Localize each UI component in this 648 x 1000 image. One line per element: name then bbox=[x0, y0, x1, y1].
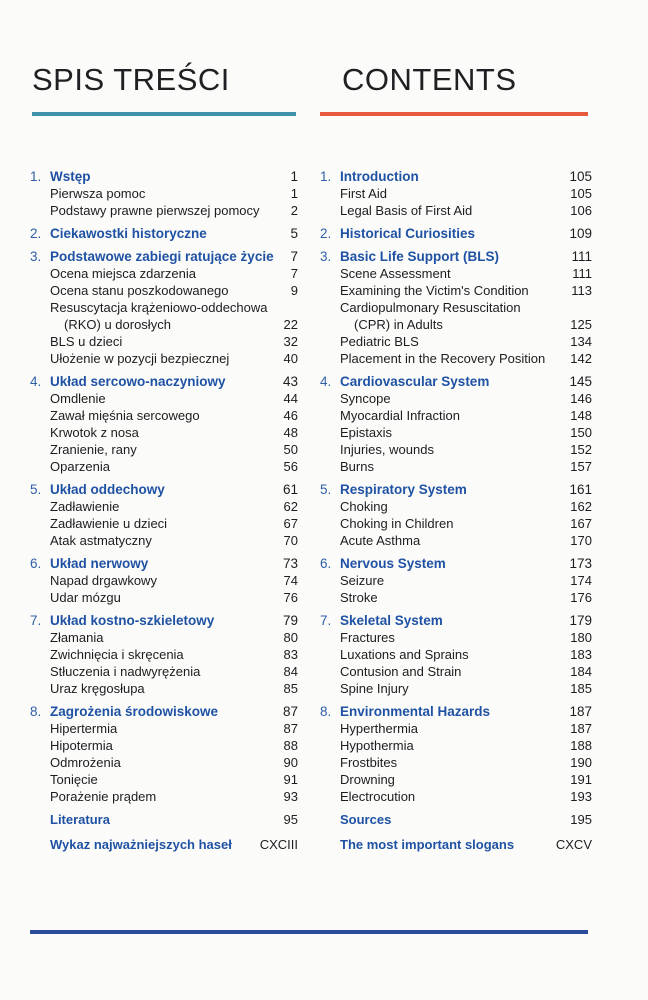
bottom-rule bbox=[30, 930, 588, 934]
section-number: 4. bbox=[30, 374, 42, 389]
page-number: 174 bbox=[570, 573, 592, 588]
page-number: 170 bbox=[570, 533, 592, 548]
entry-title: Układ nerwowy bbox=[50, 556, 149, 571]
toc-entry bbox=[320, 589, 592, 606]
toc-entry bbox=[30, 498, 306, 515]
toc-entry bbox=[30, 202, 306, 219]
entry-title: First Aid bbox=[340, 186, 387, 201]
toc-entry bbox=[320, 663, 592, 680]
section-number: 3. bbox=[320, 249, 332, 264]
section-number: 8. bbox=[320, 704, 332, 719]
page-number: 62 bbox=[283, 499, 298, 514]
page-number: 125 bbox=[570, 317, 592, 332]
toc-entry bbox=[320, 720, 592, 737]
entry-title: BLS u dzieci bbox=[50, 334, 123, 349]
entry-title: Placement in the Recovery Position bbox=[340, 351, 546, 366]
page-number: 1 bbox=[290, 169, 298, 184]
toc-entry bbox=[30, 265, 306, 282]
entry-title: Scene Assessment bbox=[340, 266, 451, 281]
page-number: 85 bbox=[283, 681, 298, 696]
entry-title: (CPR) in Adults bbox=[354, 317, 443, 332]
page-number: 148 bbox=[570, 408, 592, 423]
page-number: 70 bbox=[283, 533, 298, 548]
page-number: 80 bbox=[283, 630, 298, 645]
page-number: 113 bbox=[571, 283, 592, 298]
toc-section bbox=[320, 225, 592, 242]
entry-title: The most important slogans bbox=[340, 837, 515, 852]
toc-section bbox=[320, 168, 592, 185]
toc-entry bbox=[320, 424, 592, 441]
toc-back-matter bbox=[30, 836, 306, 853]
section-number: 1. bbox=[30, 169, 42, 184]
toc-entry bbox=[320, 458, 592, 475]
page-number: CXCV bbox=[555, 837, 592, 852]
entry-title: Nervous System bbox=[340, 556, 446, 571]
page-number: 162 bbox=[570, 499, 592, 514]
entry-title: Choking in Children bbox=[340, 516, 454, 531]
page-number: 180 bbox=[570, 630, 592, 645]
page-number: 152 bbox=[570, 442, 592, 457]
entry-title: (RKO) u dorosłych bbox=[64, 317, 171, 332]
page-number: 87 bbox=[283, 721, 298, 736]
page-number: 83 bbox=[283, 647, 298, 662]
entry-title: Frostbites bbox=[340, 755, 398, 770]
column-title: SPIS TREŚCI bbox=[32, 62, 230, 97]
entry-title: Hipertermia bbox=[50, 721, 118, 736]
entry-title: Sources bbox=[340, 812, 392, 827]
toc-entry bbox=[320, 737, 592, 754]
entry-title: Respiratory System bbox=[340, 482, 467, 497]
section-number: 1. bbox=[320, 169, 332, 184]
toc-entry bbox=[320, 350, 592, 367]
toc-section bbox=[30, 703, 306, 720]
entry-title: Resuscytacja krążeniowo-oddechowa bbox=[50, 300, 268, 315]
page-number: 109 bbox=[569, 226, 592, 241]
page-number: 84 bbox=[283, 664, 298, 679]
entry-title: Zadławienie bbox=[50, 499, 120, 514]
toc-list bbox=[30, 162, 306, 853]
toc-section bbox=[30, 248, 306, 265]
toc-section bbox=[320, 481, 592, 498]
toc-entry bbox=[30, 589, 306, 606]
entry-title: Udar mózgu bbox=[50, 590, 121, 605]
page-number: 146 bbox=[570, 391, 592, 406]
page-number: 190 bbox=[570, 755, 592, 770]
toc-entry bbox=[30, 407, 306, 424]
entry-title: Stroke bbox=[340, 590, 378, 605]
page-number: 67 bbox=[283, 516, 298, 531]
entry-title: Ocena stanu poszkodowanego bbox=[50, 283, 229, 298]
entry-title: Zranienie, rany bbox=[50, 442, 137, 457]
entry-title: Podstawy prawne pierwszej pomocy bbox=[50, 203, 260, 218]
toc-entry bbox=[320, 788, 592, 805]
entry-title: Fractures bbox=[340, 630, 395, 645]
page-number: 40 bbox=[283, 351, 298, 366]
toc-entry bbox=[30, 788, 306, 805]
page-number: 32 bbox=[283, 334, 298, 349]
toc-entry bbox=[320, 282, 592, 299]
entry-title: Historical Curiosities bbox=[340, 226, 476, 241]
entry-title: Examining the Victim's Condition bbox=[340, 283, 529, 298]
toc-entry bbox=[320, 333, 592, 350]
toc-entry bbox=[320, 754, 592, 771]
entry-title: Hypothermia bbox=[340, 738, 414, 753]
entry-title: Układ kostno-szkieletowy bbox=[50, 613, 215, 628]
entry-title: Burns bbox=[340, 459, 374, 474]
toc-section bbox=[30, 612, 306, 629]
toc-entry bbox=[30, 646, 306, 663]
entry-title: Stłuczenia i nadwyrężenia bbox=[50, 664, 201, 679]
page-number: 179 bbox=[569, 613, 592, 628]
entry-title: Zawał mięśnia sercowego bbox=[50, 408, 200, 423]
toc-entry bbox=[30, 333, 306, 350]
entry-title: Injuries, wounds bbox=[340, 442, 434, 457]
entry-title: Pediatric BLS bbox=[340, 334, 419, 349]
toc-back-matter bbox=[320, 811, 592, 828]
entry-title: Hyperthermia bbox=[340, 721, 419, 736]
page-number: 79 bbox=[282, 613, 298, 628]
toc-entry bbox=[30, 424, 306, 441]
section-number: 7. bbox=[30, 613, 42, 628]
entry-title: Porażenie prądem bbox=[50, 789, 157, 804]
toc-entry bbox=[30, 282, 306, 299]
page-number: 61 bbox=[282, 482, 298, 497]
page-number: 90 bbox=[283, 755, 298, 770]
toc-entry bbox=[30, 737, 306, 754]
toc-entry bbox=[320, 299, 592, 316]
page-number: 187 bbox=[570, 721, 592, 736]
page-number: 44 bbox=[283, 391, 298, 406]
page-number: 87 bbox=[282, 704, 298, 719]
page-number: 105 bbox=[570, 186, 592, 201]
page-number: 88 bbox=[283, 738, 298, 753]
toc-entry bbox=[320, 532, 592, 549]
entry-title: Oparzenia bbox=[50, 459, 110, 474]
toc-entry bbox=[320, 646, 592, 663]
entry-title: Acute Asthma bbox=[340, 533, 421, 548]
entry-title: Syncope bbox=[340, 391, 391, 406]
page-number: 167 bbox=[570, 516, 592, 531]
page-number: 161 bbox=[569, 482, 592, 497]
section-number: 5. bbox=[30, 482, 42, 497]
page-number: 22 bbox=[283, 317, 298, 332]
page-number: 48 bbox=[283, 425, 298, 440]
page-number: 93 bbox=[283, 789, 298, 804]
page-number: 9 bbox=[290, 283, 298, 298]
toc-entry bbox=[30, 316, 306, 333]
entry-title: Myocardial Infraction bbox=[340, 408, 460, 423]
entry-title: Krwotok z nosa bbox=[50, 425, 139, 440]
entry-title: Ocena miejsca zdarzenia bbox=[50, 266, 196, 281]
page-number: 173 bbox=[569, 556, 592, 571]
toc-entry bbox=[30, 663, 306, 680]
page-number: 187 bbox=[569, 704, 592, 719]
toc-section bbox=[30, 555, 306, 572]
page-number: 145 bbox=[569, 374, 592, 389]
toc-entry bbox=[30, 680, 306, 697]
page-number: 150 bbox=[570, 425, 592, 440]
page-number: 184 bbox=[570, 664, 592, 679]
toc-section bbox=[320, 373, 592, 390]
page-number: 73 bbox=[282, 556, 298, 571]
title-underline bbox=[320, 112, 588, 116]
toc-entry bbox=[30, 299, 306, 316]
entry-title: Zadławienie u dzieci bbox=[50, 516, 168, 531]
entry-title: Ułożenie w pozycji bezpiecznej bbox=[50, 351, 230, 366]
toc-entry bbox=[30, 572, 306, 589]
page-number: 157 bbox=[570, 459, 592, 474]
entry-title: Luxations and Sprains bbox=[340, 647, 469, 662]
page-number: 91 bbox=[283, 772, 298, 787]
toc-entry bbox=[30, 720, 306, 737]
entry-title: Electrocution bbox=[340, 789, 416, 804]
toc-entry bbox=[30, 515, 306, 532]
page-number: 74 bbox=[283, 573, 298, 588]
toc-section bbox=[30, 168, 306, 185]
toc-entry bbox=[30, 458, 306, 475]
toc-entry bbox=[30, 185, 306, 202]
page-number: 5 bbox=[290, 226, 298, 241]
entry-title: Environmental Hazards bbox=[340, 704, 491, 719]
toc-entry bbox=[320, 629, 592, 646]
entry-title: Ciekawostki historyczne bbox=[50, 226, 207, 241]
entry-title: Omdlenie bbox=[50, 391, 106, 406]
toc-entry bbox=[320, 680, 592, 697]
entry-title: Literatura bbox=[50, 812, 110, 827]
toc-entry bbox=[320, 202, 592, 219]
toc-entry bbox=[320, 441, 592, 458]
toc-section bbox=[320, 555, 592, 572]
toc-entry bbox=[320, 515, 592, 532]
title-underline bbox=[32, 112, 296, 116]
entry-title: Pierwsza pomoc bbox=[50, 186, 146, 201]
section-number: 8. bbox=[30, 704, 42, 719]
page-number: 105 bbox=[569, 169, 592, 184]
entry-title: Seizure bbox=[340, 573, 385, 588]
entry-title: Układ oddechowy bbox=[50, 482, 165, 497]
toc-entry bbox=[30, 390, 306, 407]
section-number: 5. bbox=[320, 482, 332, 497]
entry-title: Wstęp bbox=[50, 169, 91, 184]
page-number: 111 bbox=[572, 266, 592, 281]
page-number: 111 bbox=[571, 249, 592, 264]
entry-title: Zwichnięcia i skręcenia bbox=[50, 647, 184, 662]
toc-entry bbox=[30, 532, 306, 549]
toc-entry bbox=[320, 771, 592, 788]
toc-section bbox=[30, 373, 306, 390]
toc-entry bbox=[30, 629, 306, 646]
entry-title: Wykaz najważniejszych haseł bbox=[50, 837, 232, 852]
page-number: 50 bbox=[283, 442, 298, 457]
entry-title: Basic Life Support (BLS) bbox=[340, 249, 500, 264]
page-number: 193 bbox=[570, 789, 592, 804]
page-number: 195 bbox=[570, 812, 592, 827]
toc-section bbox=[320, 703, 592, 720]
page-number: 43 bbox=[282, 374, 298, 389]
entry-title: Drowning bbox=[340, 772, 395, 787]
page-number: 76 bbox=[283, 590, 298, 605]
page-number: 188 bbox=[570, 738, 592, 753]
page-number: 191 bbox=[570, 772, 592, 787]
page-number: 2 bbox=[290, 203, 298, 218]
toc-entry bbox=[320, 407, 592, 424]
section-number: 7. bbox=[320, 613, 332, 628]
entry-title: Legal Basis of First Aid bbox=[340, 203, 473, 218]
section-number: 4. bbox=[320, 374, 332, 389]
page-number: 185 bbox=[570, 681, 592, 696]
section-number: 3. bbox=[30, 249, 42, 264]
page-number: 7 bbox=[290, 266, 298, 281]
toc-back-matter bbox=[320, 836, 592, 853]
toc-entry bbox=[320, 265, 592, 282]
toc-entry bbox=[320, 498, 592, 515]
entry-title: Uraz kręgosłupa bbox=[50, 681, 145, 696]
page-number: 95 bbox=[283, 812, 298, 827]
page-number: 56 bbox=[283, 459, 298, 474]
entry-title: Spine Injury bbox=[340, 681, 409, 696]
page-number: 183 bbox=[570, 647, 592, 662]
toc-entry bbox=[30, 754, 306, 771]
entry-title: Atak astmatyczny bbox=[50, 533, 152, 548]
entry-title: Contusion and Strain bbox=[340, 664, 462, 679]
toc-entry bbox=[30, 441, 306, 458]
entry-title: Epistaxis bbox=[340, 425, 393, 440]
entry-title: Układ sercowo-naczyniowy bbox=[50, 374, 226, 389]
toc-entry bbox=[30, 771, 306, 788]
page-number: 7 bbox=[290, 249, 298, 264]
toc-entry bbox=[320, 390, 592, 407]
page-number: 46 bbox=[283, 408, 298, 423]
page-number: 176 bbox=[570, 590, 592, 605]
toc-section bbox=[320, 612, 592, 629]
section-number: 2. bbox=[320, 226, 332, 241]
entry-title: Tonięcie bbox=[50, 772, 98, 787]
entry-title: Odmrożenia bbox=[50, 755, 121, 770]
toc-list bbox=[320, 162, 592, 853]
page-number: 134 bbox=[570, 334, 592, 349]
entry-title: Podstawowe zabiegi ratujące życie bbox=[50, 249, 274, 264]
toc-entry bbox=[30, 350, 306, 367]
entry-title: Cardiopulmonary Resuscitation bbox=[340, 300, 521, 315]
page-number: 1 bbox=[290, 186, 298, 201]
section-number: 2. bbox=[30, 226, 42, 241]
entry-title: Cardiovascular System bbox=[340, 374, 490, 389]
entry-title: Skeletal System bbox=[340, 613, 443, 628]
entry-title: Choking bbox=[340, 499, 388, 514]
page-number: 106 bbox=[570, 203, 592, 218]
page-number: 142 bbox=[570, 351, 592, 366]
entry-title: Napad drgawkowy bbox=[50, 573, 157, 588]
section-number: 6. bbox=[320, 556, 332, 571]
toc-section bbox=[30, 481, 306, 498]
entry-title: Hipotermia bbox=[50, 738, 113, 753]
toc-entry bbox=[320, 316, 592, 333]
section-number: 6. bbox=[30, 556, 42, 571]
page-number: CXCIII bbox=[259, 837, 298, 852]
column-title: CONTENTS bbox=[342, 62, 517, 97]
toc-section bbox=[320, 248, 592, 265]
entry-title: Złamania bbox=[50, 630, 104, 645]
entry-title: Introduction bbox=[340, 169, 419, 184]
toc-section bbox=[30, 225, 306, 242]
entry-title: Zagrożenia środowiskowe bbox=[50, 704, 219, 719]
toc-entry bbox=[320, 185, 592, 202]
toc-entry bbox=[320, 572, 592, 589]
toc-back-matter bbox=[30, 811, 306, 828]
